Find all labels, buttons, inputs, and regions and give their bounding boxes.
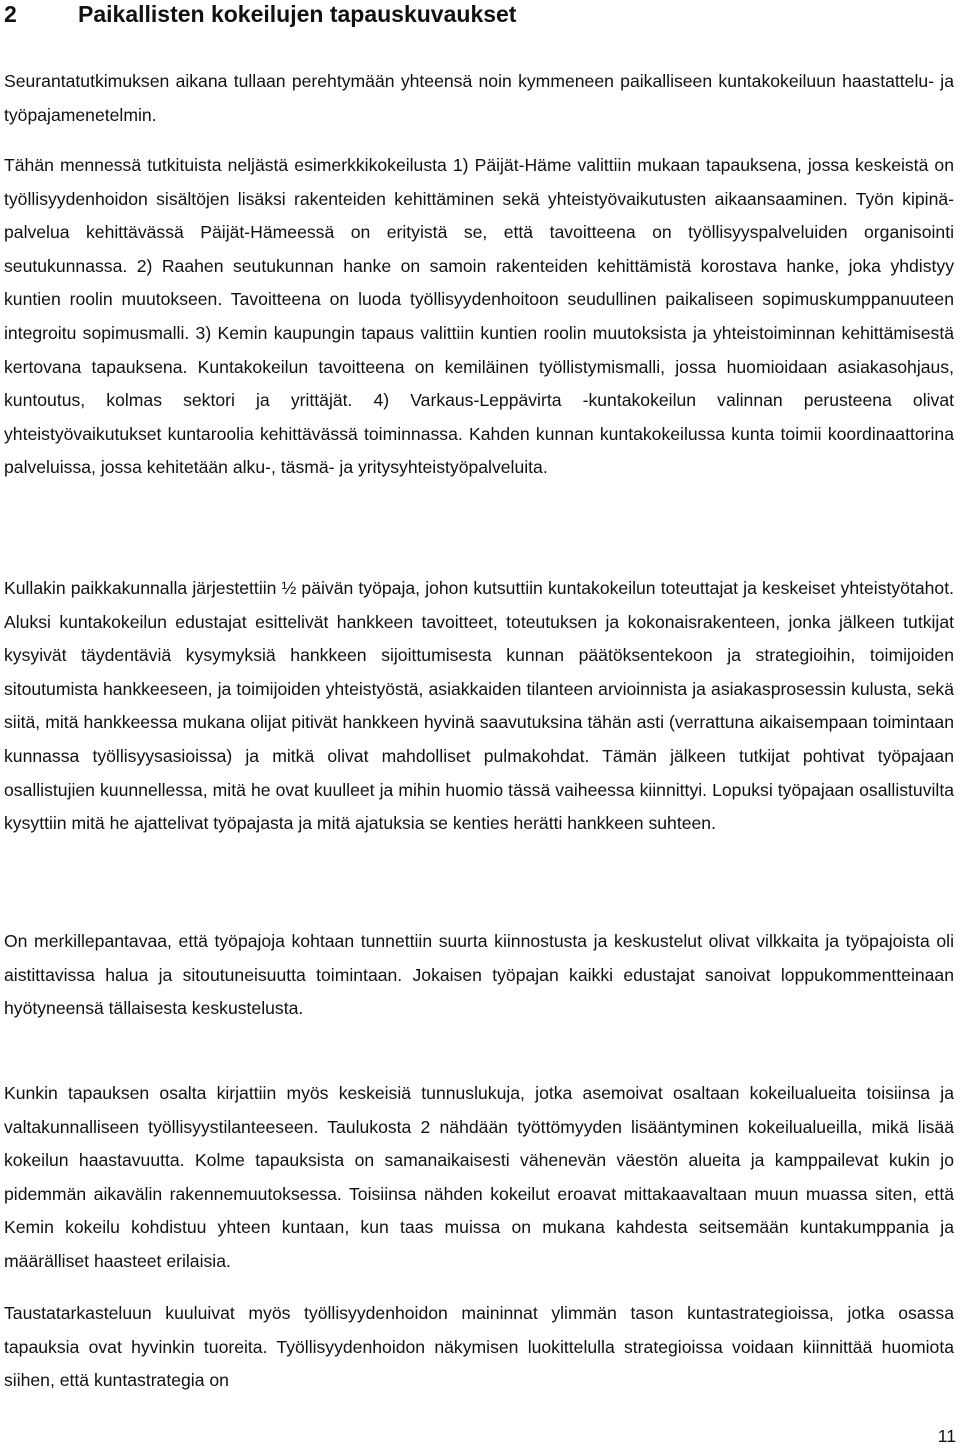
paragraph-cases: Tähän mennessä tutkituista neljästä esimerkkikokeilusta 1) Päijät-Häme valittiin mukaan tapauksena, jossa keskeistä on työllisyydenhoidon sisältöjen lisäksi rakenteiden kehittäminen sekä yhteistyövaikutusten aikaansaaminen. Työn kipinä-palvelua kehittävässä Päijät-Hämeessä on erityistä se, että tavoitteena on työllisyyspalveluiden organisointi seutukunnassa. 2) Raahen seutukunnan hanke on samoin rakenteiden kehittämistä korostava hanke, joka yhdistyy kuntien roolin muutokseen. Tavoitteena on luoda työllisyydenhoitoon seudullinen paikaliseen sopimuskumppanuuteen integroitu sopimusmalli. 3) Kemin kaupungin tapaus valittiin kuntien roolin muutoksista ja yhteistoiminnan kehittämisestä kertovana tapauksena. Kuntakokeilun tavoitteena on kemiläinen työllistymismalli, jossa huomioidaan asiakasohjaus, kuntoutus, kolmas sektori ja yrittäjät. 4) Varkaus-Leppävirta -kuntakokeilun valinnan perusteena olivat yhteistyövaikutukset kuntaroolia kehittävässä toiminnassa. Kahden kunnan kuntakokeilussa kunta toimii koordinaattorina palveluissa, jossa kehitetään alku-, täsmä- ja yritysyhteistyöpalveluita. (4, 155, 954, 478)
section-title: Paikallisten kokeilujen tapauskuvaukset (78, 1, 517, 27)
paragraph-workshops: Kullakin paikkakunnalla järjestettiin ½ päivän työpaja, johon kutsuttiin kuntakokeilun toteuttajat ja keskeiset yhteistyötahot. Aluksi kuntakokeilun edustajat esittelivät hankkeen tavoitteet, toteutuksen ja kokonaisrakenteen, jonka jälkeen tutkijat kysyivät täydentäviä kysymyksiä hankkeen sijoittumisesta kunnan päätöksentekoon ja strategioihin, toimijoiden sitoutumista hankkeeseen, ja toimijoiden yhteistyöstä, asiakkaiden tilanteen arvioinnista ja asiakasprosessin kulusta, sekä siitä, mitä hankkeessa mukana olijat pitivät hankkeen hyvinä saavutuksina tähän asti (verrattuna aikaisempaan toimintaan kunnassa työllisyysasioissa) ja mitkä olivat mahdolliset pulmakohdat. Tämän jälkeen tutkijat pohtivat työpajaan osallistujien kuunnellessa, mitä he ovat kuulleet ja mihin huomio tässä vaiheessa kiinnittyi. Lopuksi työpajaan osallistuvilta kysyttiin mitä he ajattelivat työpajasta ja mitä ajatuksia se kenties herätti hankkeen suhteen. (4, 578, 954, 834)
section-number: 2 (4, 1, 17, 27)
paragraph-observations: On merkillepantavaa, että työpajoja kohtaan tunnettiin suurta kiinnostusta ja keskustelut olivat vilkkaita ja työpajoista oli aistittavissa halua ja sitoutuneisuutta toimintaan. Jokaisen työpajan kaikki edustajat sanoivat loppukommentteinaan hyötyneensä tällaisesta keskustelusta. (4, 931, 954, 1019)
paragraph-intro: Seurantatutkimuksen aikana tullaan perehtymään yhteensä noin kymmeneen paikalliseen kuntakokeiluun haastattelu- ja työpajamenetelmin. (4, 71, 954, 125)
paragraph-key-figures: Kunkin tapauksen osalta kirjattiin myös keskeisiä tunnuslukuja, jotka asemoivat osaltaan kokeilualueita toisiinsa ja valtakunnalliseen työllisyystilanteeseen. Taulukosta 2 nähdään työttömyyden lisääntyminen kokeilualueilla, mikä lisää kokeilun haastavuutta. Kolme tapauksista on samanaikaisesti vähenevän väestön alueita ja kamppailevat kukin jo pidemmän aikavälin rakennemuutoksessa. Toisiinsa nähden kokeilut eroavat mittakaavaltaan muun muassa siten, että Kemin kokeilu kohdistuu yhteen kuntaan, kun taas muissa on mukana kahdesta seitsemään kuntakumppania ja määrälliset haasteet erilaisia. (4, 1083, 954, 1271)
page-number: 11 (937, 1426, 956, 1446)
section-heading (4, 0, 516, 28)
paragraph-strategies: Taustatarkasteluun kuuluivat myös työllisyydenhoidon maininnat ylimmän tason kuntastrategioissa, jotka osassa tapauksia ovat hyvinkin tuoreita. Työllisyydenhoidon näkymisen luokittelulla strategioissa voidaan kiinnittää huomiota siihen, että kuntastrategia on (4, 1303, 954, 1391)
